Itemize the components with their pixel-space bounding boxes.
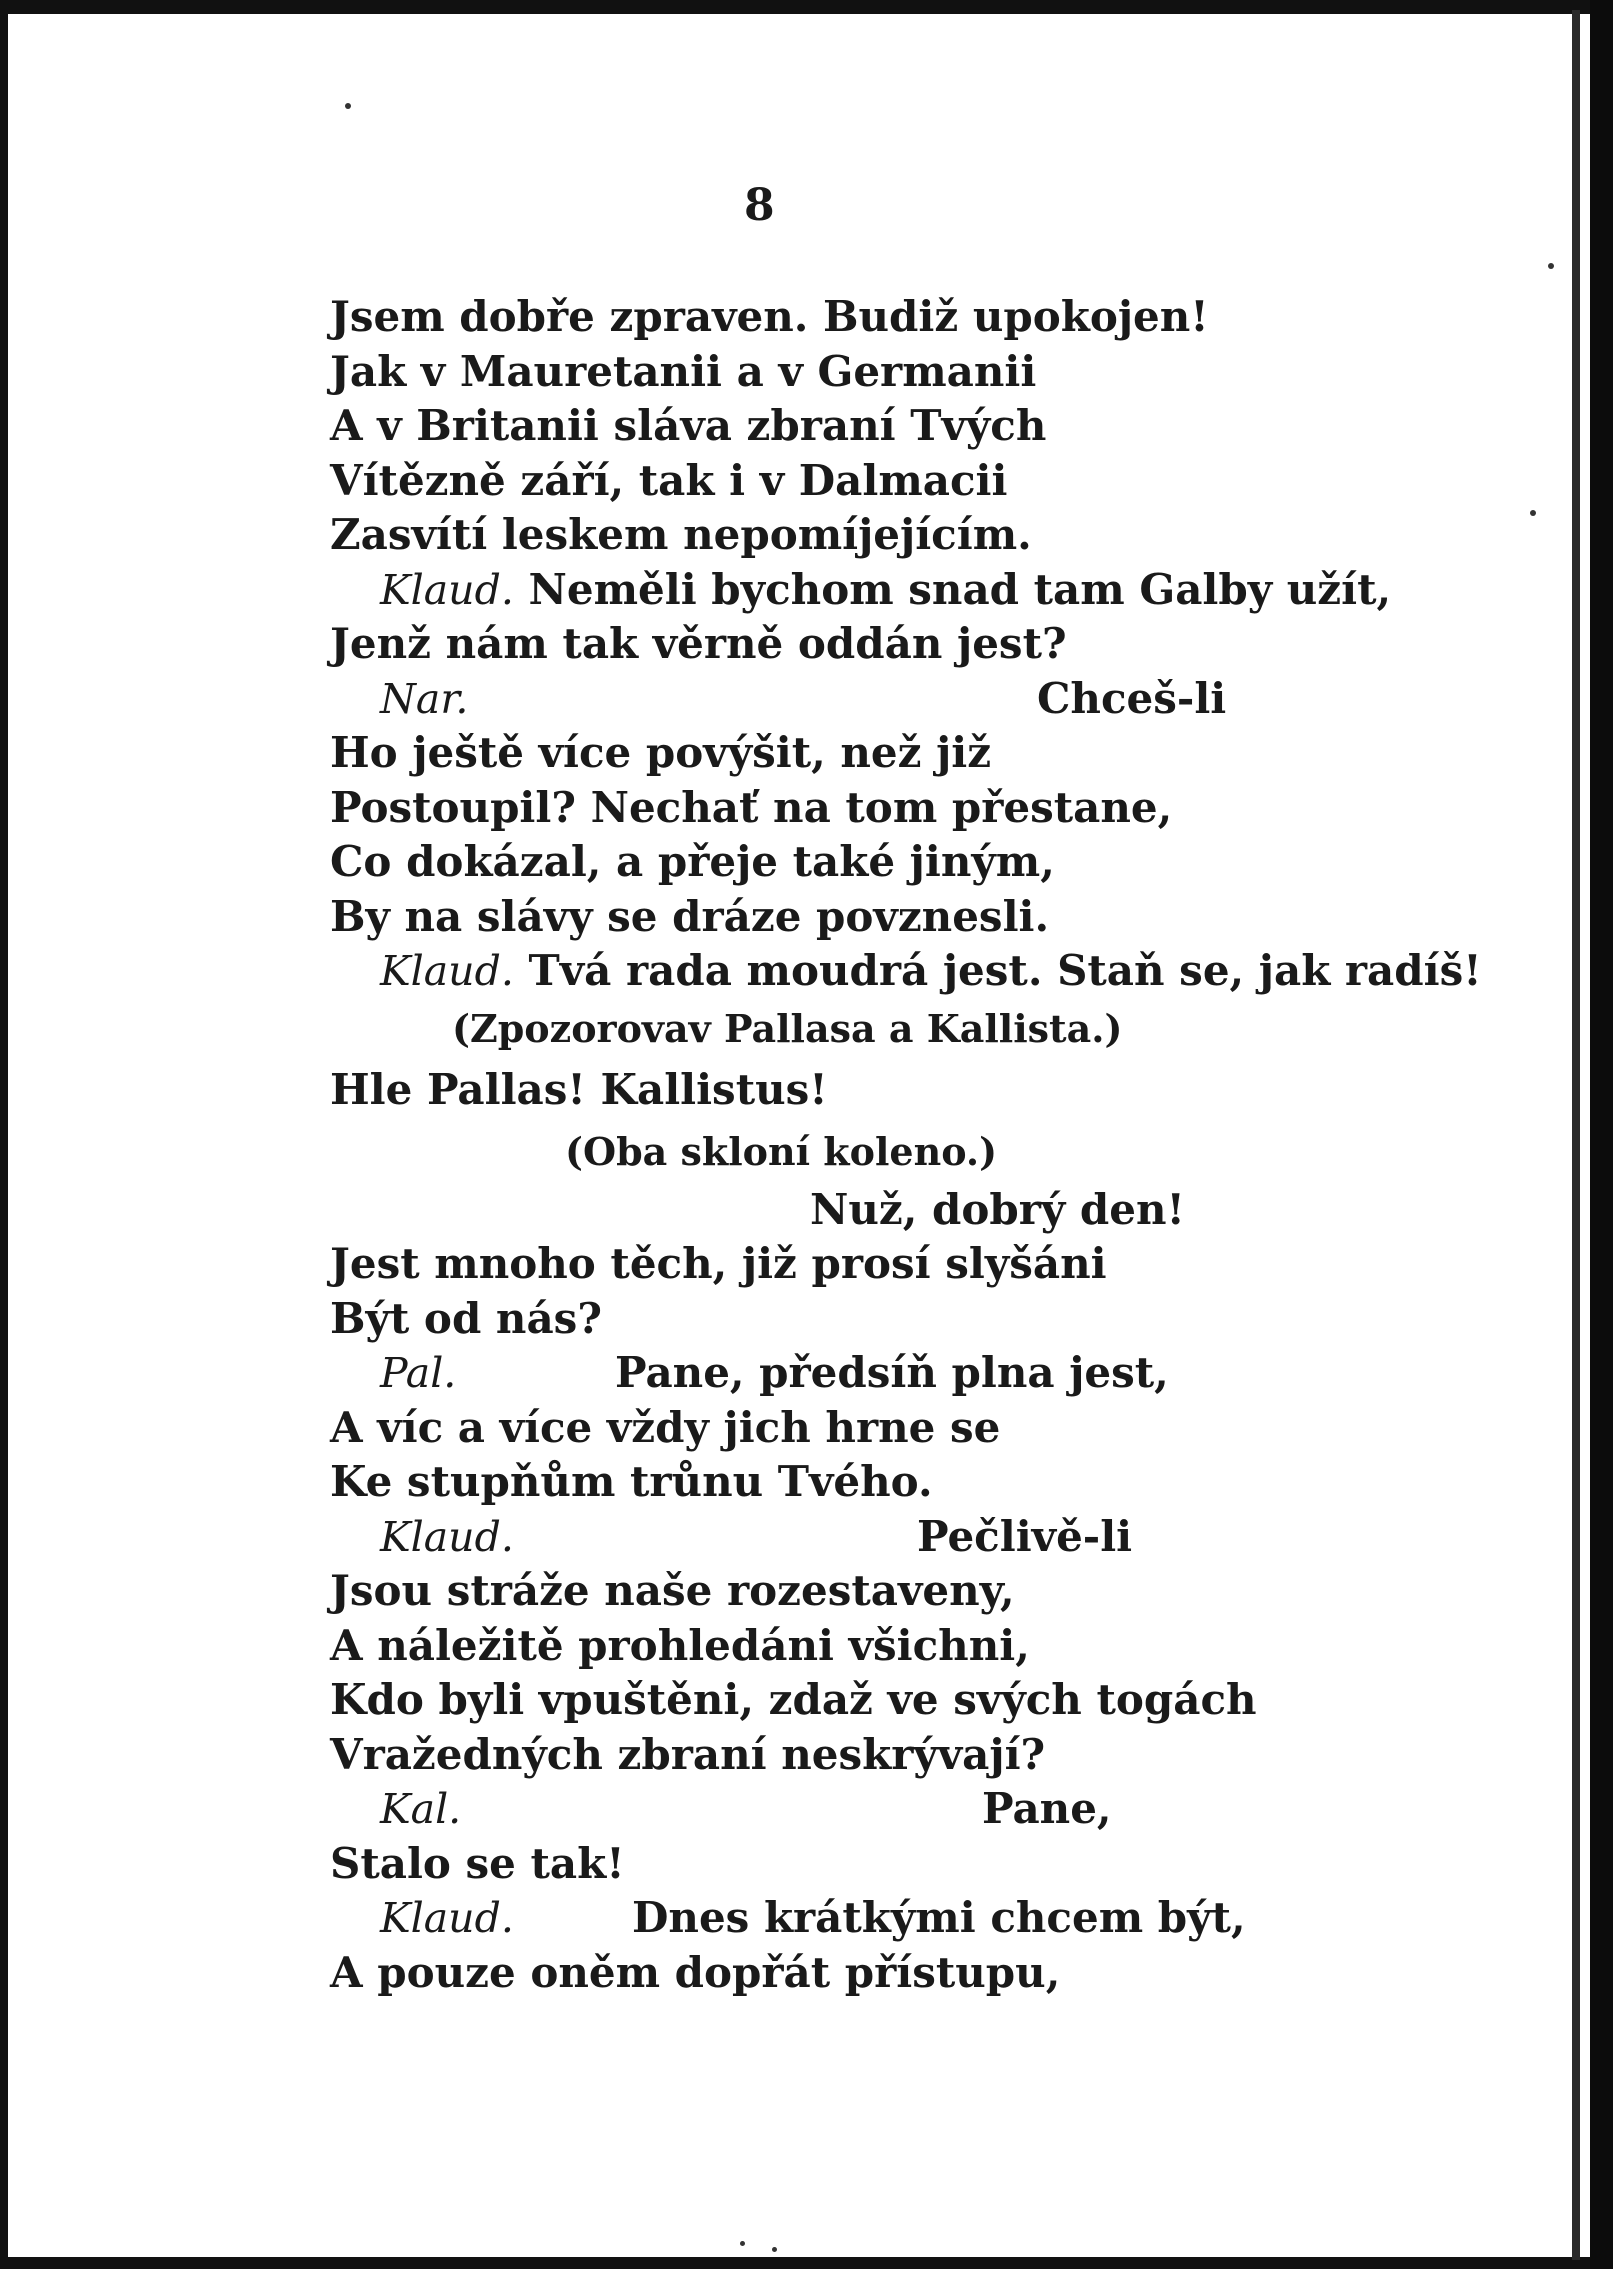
- page-number: 8: [744, 180, 775, 231]
- dialogue-line: [330, 1891, 1330, 1946]
- verse-line: Jenž nám tak věrně oddán jest?: [330, 619, 1067, 668]
- verse-line: Co dokázal, a přeje také jiným,: [330, 837, 1055, 886]
- scan-speck: [772, 2247, 777, 2252]
- verse-line: Jest mnoho těch, již prosí slyšáni: [330, 1239, 1107, 1288]
- verse-line: Kdo byli vpuštěni, zdaž ve svých togách: [330, 1675, 1257, 1724]
- page-edge-shadow: [1572, 10, 1580, 2260]
- verse-line: By na slávy se dráze povznesli.: [330, 891, 1050, 941]
- scan-speck: [345, 103, 351, 109]
- scan-border-top: [0, 0, 1613, 14]
- verse-line: Hle Pallas! Kallistus!: [330, 1064, 828, 1114]
- dialogue-line: [330, 1510, 1330, 1565]
- verse-line: A víc a více vždy jich hrne se: [330, 1402, 1001, 1452]
- stage-direction: (Zpozorovav Pallasa a Kallista.): [452, 1005, 1123, 1051]
- dialogue-line: [330, 1782, 1330, 1837]
- stage-direction: (Oba skloní koleno.): [565, 1128, 998, 1174]
- dialogue-line: [330, 672, 1330, 727]
- speaker-name: Klaud.: [380, 1894, 514, 1942]
- verse-line: Ho ještě více povýšit, než již: [330, 728, 992, 777]
- scan-border-bottom: [0, 2257, 1613, 2269]
- dialogue-line: [330, 563, 1392, 618]
- line-text: Pane,: [982, 1784, 1112, 1833]
- line-text: Tvá rada moudrá jest. Staň se, jak radíš!: [528, 946, 1482, 995]
- verse-line: Ke stupňům trůnu Tvého.: [330, 1457, 933, 1506]
- speaker-name: Kal.: [380, 1785, 462, 1833]
- verse-line: A v Britanii sláva zbraní Tvých: [330, 401, 1047, 450]
- scan-speck: [1530, 510, 1536, 516]
- verse-line: A náležitě prohledáni všichni,: [330, 1620, 1030, 1670]
- line-text: Chceš-li: [1037, 673, 1227, 723]
- scan-border-right: [1590, 0, 1613, 2269]
- verse-line: Jak v Mauretanii a v Germanii: [330, 346, 1037, 396]
- scan-speck: [740, 2241, 745, 2246]
- speaker-name: Nar.: [380, 674, 469, 723]
- verse-line: Nuž, dobrý den!: [810, 1184, 1185, 1234]
- verse-text: [330, 290, 1482, 2000]
- verse-line: Vítězně září, tak i v Dalmacii: [330, 455, 1008, 505]
- verse-line: Vražedných zbraní neskrývají?: [330, 1729, 1046, 1779]
- verse-line: Postoupil? Nechať na tom přestane,: [330, 782, 1173, 832]
- dialogue-line: [330, 1346, 1330, 1401]
- scan-border-left: [0, 0, 8, 2269]
- verse-line: Stalo se tak!: [330, 1838, 625, 1888]
- line-text: Pane, předsíň plna jest,: [615, 1348, 1169, 1397]
- verse-line: Zasvítí leskem nepomíjejícím.: [330, 510, 1032, 559]
- speaker-name: Pal.: [380, 1349, 457, 1397]
- scan-speck: [1548, 263, 1554, 269]
- speaker-name: Klaud.: [380, 565, 514, 614]
- verse-line: A pouze oněm dopřát přístupu,: [330, 1947, 1061, 1997]
- line-text: Neměli bychom snad tam Galby užít,: [528, 564, 1392, 614]
- speaker-name: Klaud.: [380, 947, 514, 995]
- speaker-name: Klaud.: [380, 1512, 514, 1561]
- line-text: Dnes krátkými chcem být,: [632, 1893, 1246, 1942]
- verse-line: Jsem dobře zpraven. Budiž upokojen!: [330, 292, 1209, 341]
- verse-line: Být od nás?: [330, 1293, 602, 1343]
- line-text: Pečlivě-li: [917, 1511, 1133, 1561]
- dialogue-line: [330, 944, 1482, 999]
- verse-line: Jsou stráže naše rozestaveny,: [330, 1566, 1015, 1615]
